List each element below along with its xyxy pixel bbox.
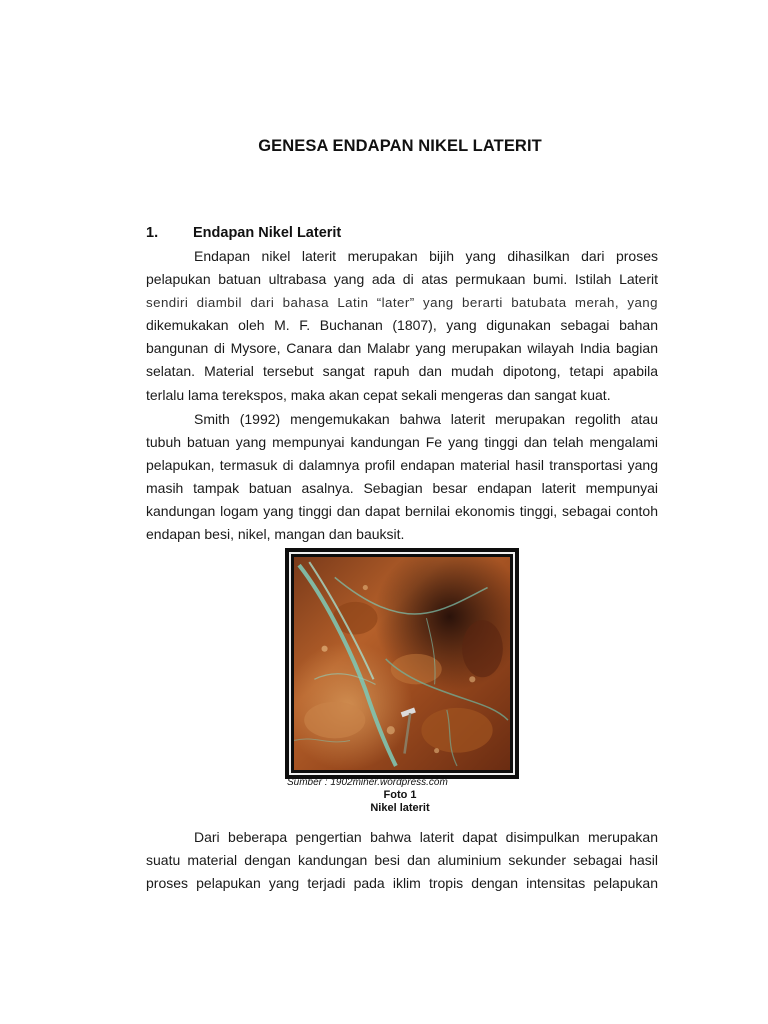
section-title: Endapan Nikel Laterit <box>193 225 342 241</box>
paragraph-line: endapan besi, nikel, mangan dan bauksit. <box>146 526 405 543</box>
photo-caption: Nikel laterit <box>370 802 430 814</box>
photo-number: Foto 1 <box>383 789 417 801</box>
document-title: GENESA ENDAPAN NIKEL LATERIT <box>258 137 542 155</box>
paragraph-line: Smith (1992) mengemukakan bahwa laterit merupakan regolith atau <box>194 411 658 427</box>
paragraph-line: pelapukan batuan ultrabasa yang ada di atas permukaan bumi. Istilah Laterit <box>146 271 658 288</box>
section-heading <box>146 225 341 241</box>
paragraph-line: proses pelapukan yang terjadi pada iklim tropis dengan intensitas pelapukan <box>146 875 658 892</box>
paragraph-line: kandungan logam yang tinggi dan dapat bernilai ekonomis tinggi, sebagai contoh <box>146 503 658 520</box>
paragraph-line: Dari beberapa pengertian bahwa laterit dapat disimpulkan merupakan <box>194 829 658 845</box>
paragraph-line: pelapukan, termasuk di dalamnya profil endapan material hasil transportasi yang <box>146 457 658 474</box>
paragraph-1 <box>146 245 658 407</box>
paragraph-line: tubuh batuan yang mempunyai kandungan Fe yang tinggi dan telah mengalami <box>146 434 658 451</box>
paragraph-line: terlalu lama terekspos, maka akan cepat sekali mengeras dan sangat kuat. <box>146 386 611 403</box>
paragraph-line: selatan. Material tersebut sangat rapuh dan mudah dipotong, tetapi apabila <box>146 363 658 380</box>
paragraph-2 <box>146 408 658 547</box>
paragraph-line: suatu material dengan kandungan besi dan aluminium sekunder sebagai hasil <box>146 852 658 869</box>
paragraph-line: dikemukakan oleh M. F. Buchanan (1807), yang digunakan sebagai bahan <box>146 317 658 334</box>
paragraph-line: Endapan nikel laterit merupakan bijih yang dihasilkan dari proses <box>194 248 658 264</box>
laterite-rock-image <box>294 557 510 770</box>
paragraph-line: sendiri diambil dari bahasa Latin “later” yang berarti batubata merah, yang <box>146 295 658 311</box>
photo-source: Sumber : 1902miner.wordpress.com <box>287 777 448 788</box>
paragraph-line: masih tampak batuan asalnya. Sebagian besar endapan laterit mempunyai <box>146 480 658 497</box>
paragraph-3 <box>146 826 658 895</box>
section-number: 1. <box>146 225 159 241</box>
laterite-photo <box>285 548 519 779</box>
paragraph-line: bangunan di Mysore, Canara dan Malabr yang merupakan wilayah India bagian <box>146 340 658 357</box>
